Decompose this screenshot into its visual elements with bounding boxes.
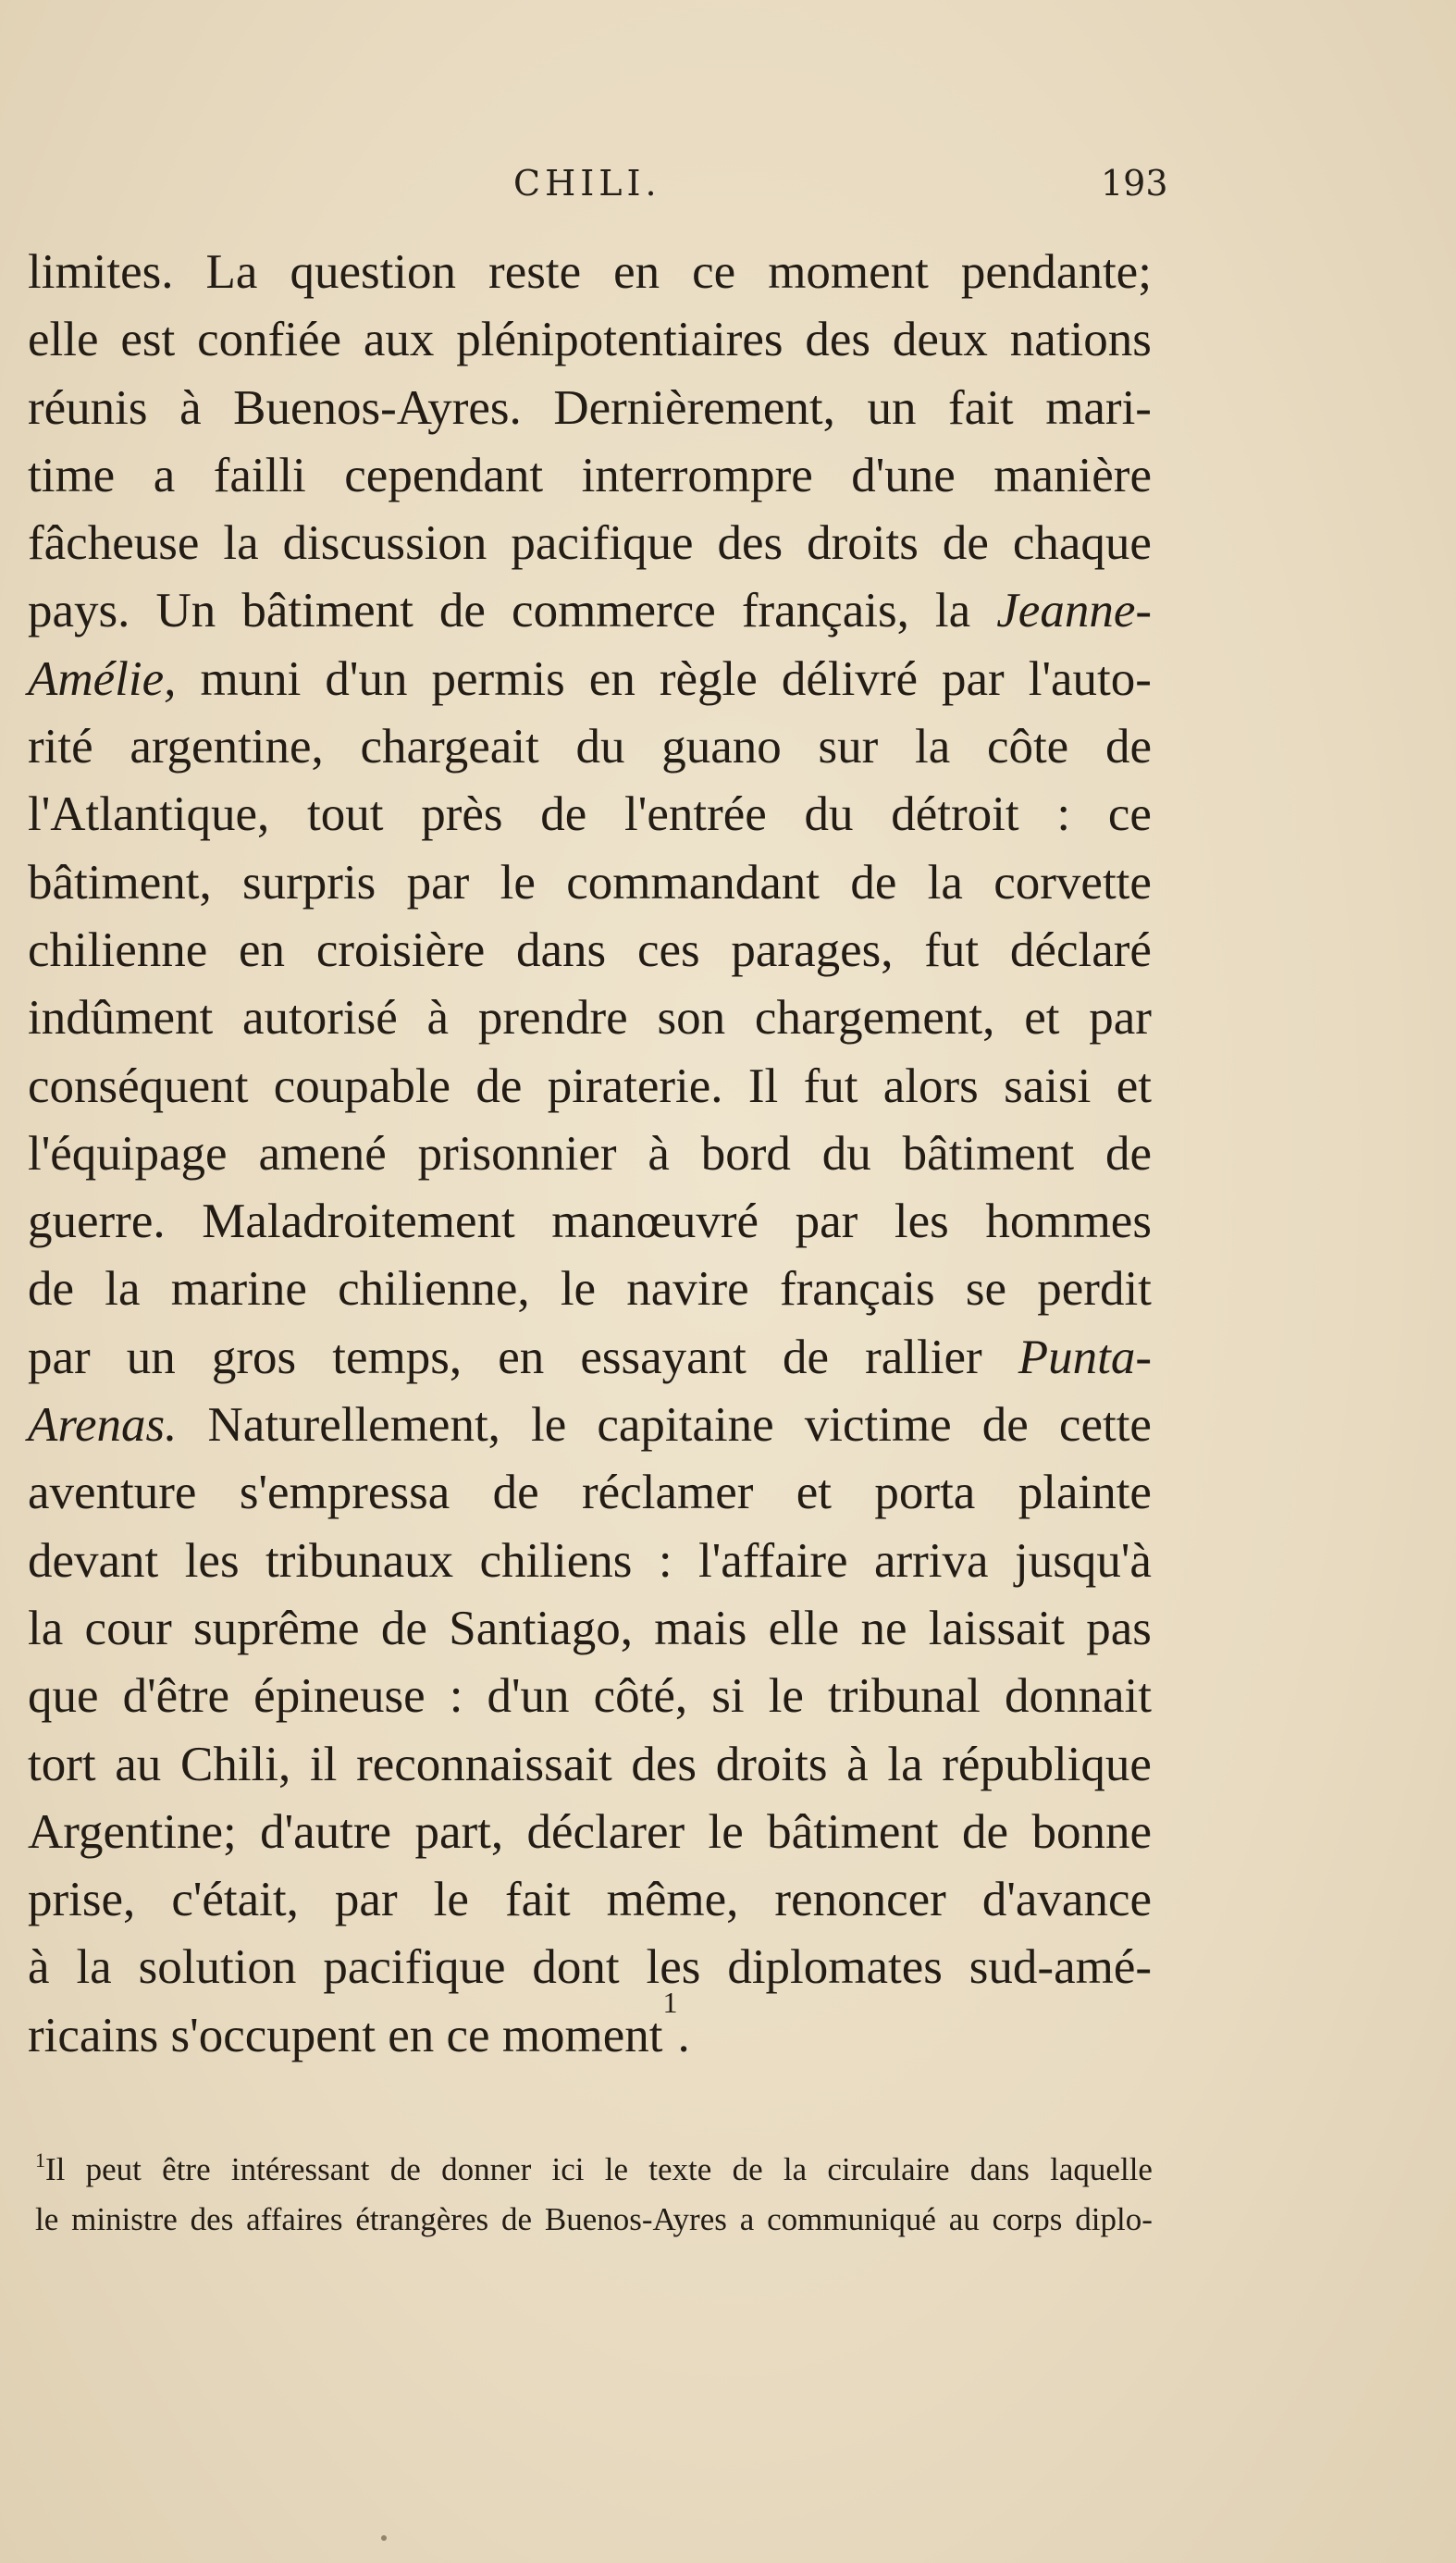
word: manœuvré bbox=[551, 1195, 759, 1249]
word: Naturellement, bbox=[207, 1398, 500, 1453]
word: fut bbox=[924, 922, 980, 977]
text-line bbox=[28, 1121, 1152, 1188]
word: surpris bbox=[242, 855, 376, 910]
text-line bbox=[28, 1934, 1152, 2001]
word: part, bbox=[414, 1804, 504, 1859]
word: fait bbox=[948, 380, 1014, 435]
word: moment bbox=[768, 245, 929, 299]
word: la bbox=[76, 1940, 112, 1995]
word: : bbox=[658, 1533, 672, 1588]
text-line bbox=[28, 1188, 1152, 1256]
word: et bbox=[796, 1466, 833, 1520]
text-line bbox=[28, 1731, 1152, 1799]
text-line bbox=[28, 781, 1152, 848]
word: le bbox=[560, 1262, 597, 1317]
word: rallier bbox=[865, 1330, 982, 1384]
word: des bbox=[190, 2201, 234, 2237]
text-line bbox=[28, 510, 1152, 577]
word: Amélie, bbox=[28, 651, 177, 706]
word: time bbox=[28, 448, 116, 502]
word: gros bbox=[211, 1330, 297, 1384]
word: par bbox=[1089, 991, 1152, 1046]
word: de bbox=[492, 1466, 539, 1520]
word: du bbox=[821, 1126, 871, 1181]
word: à bbox=[648, 1126, 670, 1181]
word: alors bbox=[882, 1059, 979, 1113]
word: son bbox=[657, 991, 726, 1046]
word: déclaré bbox=[1009, 922, 1152, 977]
word: droits bbox=[715, 1737, 828, 1791]
text-line bbox=[28, 1392, 1152, 1459]
word: par bbox=[406, 855, 470, 910]
word: dans bbox=[516, 922, 607, 977]
word: ici bbox=[551, 2151, 585, 2187]
word: bâtiment bbox=[241, 584, 413, 638]
word: marine bbox=[170, 1262, 307, 1317]
word: jusqu'à bbox=[1014, 1533, 1152, 1588]
word: côté, bbox=[593, 1669, 688, 1724]
word: il bbox=[309, 1737, 338, 1791]
word: même, bbox=[606, 1873, 739, 1927]
word: mari- bbox=[1045, 380, 1152, 435]
word: le bbox=[500, 855, 536, 910]
word: guerre. bbox=[28, 1195, 166, 1249]
word: tribunal bbox=[828, 1669, 981, 1724]
word: d'un bbox=[487, 1669, 570, 1724]
word: étrangères bbox=[355, 2201, 489, 2237]
word: devant bbox=[28, 1533, 159, 1588]
word: perdit bbox=[1037, 1262, 1152, 1317]
word: ce bbox=[1107, 787, 1152, 842]
footnote-line bbox=[35, 2195, 1153, 2245]
word: chiliens bbox=[479, 1533, 633, 1588]
word: $^1$Il bbox=[35, 2148, 66, 2187]
word: elle bbox=[768, 1601, 840, 1655]
word: d'être bbox=[122, 1669, 230, 1724]
text-line bbox=[28, 849, 1152, 917]
word: l'affaire bbox=[697, 1533, 848, 1588]
word: bâtiment bbox=[767, 1804, 939, 1859]
footnote-block bbox=[35, 2145, 1153, 2245]
text-line bbox=[28, 1528, 1152, 1595]
word: être bbox=[162, 2151, 211, 2187]
word: donnait bbox=[1004, 1669, 1152, 1724]
word: aux bbox=[363, 313, 435, 367]
word: reconnaissait bbox=[356, 1737, 612, 1791]
word: chilienne, bbox=[338, 1262, 530, 1317]
text-line bbox=[28, 306, 1152, 374]
word: Punta- bbox=[1018, 1330, 1152, 1384]
word: de bbox=[782, 1330, 830, 1384]
word: l'auto- bbox=[1028, 651, 1152, 706]
word: de bbox=[732, 2151, 763, 2187]
word: près bbox=[421, 787, 503, 842]
word: capitaine bbox=[597, 1398, 774, 1453]
text-line bbox=[28, 713, 1152, 781]
word: en bbox=[588, 651, 635, 706]
word: mais bbox=[654, 1601, 747, 1655]
text-line bbox=[28, 375, 1152, 442]
word: bonne bbox=[1031, 1804, 1152, 1859]
footnote-reference: 1 bbox=[662, 1985, 678, 2019]
word: si bbox=[711, 1669, 745, 1724]
text-line-last bbox=[28, 1985, 1152, 2070]
word: au bbox=[115, 1737, 162, 1791]
word: elle bbox=[28, 313, 99, 367]
word: pas bbox=[1086, 1601, 1152, 1655]
word: des bbox=[805, 313, 871, 367]
word: la bbox=[914, 720, 951, 774]
word: autorisé bbox=[241, 991, 398, 1046]
word: solution bbox=[138, 1940, 297, 1995]
word: piraterie. bbox=[547, 1059, 723, 1113]
word: circulaire bbox=[827, 2151, 950, 2187]
word: fâcheuse bbox=[28, 516, 200, 571]
word: pacifique bbox=[323, 1940, 506, 1995]
word: sur bbox=[818, 720, 879, 774]
word: a bbox=[153, 448, 176, 502]
word: laquelle bbox=[1050, 2151, 1153, 2187]
word: cependant bbox=[344, 448, 544, 502]
word: le bbox=[433, 1873, 469, 1927]
word: discussion bbox=[282, 516, 487, 571]
text-line bbox=[28, 1799, 1152, 1866]
word: ministre bbox=[71, 2201, 178, 2237]
word: limites. bbox=[28, 245, 174, 299]
word: question bbox=[290, 245, 457, 299]
word: Buenos-Ayres. bbox=[233, 380, 522, 435]
word: de bbox=[540, 787, 587, 842]
word: de bbox=[981, 1398, 1029, 1453]
word: fut bbox=[803, 1059, 858, 1113]
word: se bbox=[965, 1262, 1007, 1317]
word: république bbox=[942, 1737, 1152, 1791]
word: porta bbox=[874, 1466, 976, 1520]
word: côte bbox=[986, 720, 1069, 774]
word: Jeanne- bbox=[996, 584, 1152, 638]
word: s'empressa bbox=[239, 1466, 450, 1520]
word: à bbox=[28, 1940, 50, 1995]
text-line bbox=[28, 1595, 1152, 1663]
word: La bbox=[205, 245, 258, 299]
word: diplomates bbox=[727, 1940, 943, 1995]
word: interrompre bbox=[581, 448, 813, 502]
word: renoncer bbox=[774, 1873, 946, 1927]
word: détroit bbox=[891, 787, 1019, 842]
word: en bbox=[613, 245, 660, 299]
word: navire bbox=[626, 1262, 749, 1317]
word: sud-amé- bbox=[969, 1940, 1152, 1995]
word: d'un bbox=[325, 651, 408, 706]
body-text bbox=[28, 239, 1152, 2070]
word: de bbox=[962, 1804, 1009, 1859]
word: français bbox=[779, 1262, 935, 1317]
word: à bbox=[846, 1737, 869, 1791]
word: les bbox=[184, 1533, 240, 1588]
word: ne bbox=[860, 1601, 907, 1655]
word: c'était, bbox=[171, 1873, 299, 1927]
text-line-last-content: ricains s'occupent en ce moment bbox=[28, 2008, 663, 2062]
word: de bbox=[28, 1262, 75, 1317]
footnote-line bbox=[35, 2145, 1153, 2195]
word: texte bbox=[648, 2151, 712, 2187]
word: commandant bbox=[566, 855, 820, 910]
word: reste bbox=[488, 245, 582, 299]
word: ce bbox=[692, 245, 736, 299]
word: corps bbox=[992, 2201, 1063, 2237]
word: l'équipage bbox=[28, 1126, 228, 1181]
paper-speck bbox=[381, 2535, 387, 2541]
word: cour bbox=[84, 1601, 172, 1655]
word: délivré bbox=[781, 651, 918, 706]
word: : bbox=[1056, 787, 1071, 842]
word: guano bbox=[661, 720, 782, 774]
word: chilienne bbox=[28, 922, 208, 977]
word: dont bbox=[532, 1940, 620, 1995]
word: à bbox=[426, 991, 450, 1046]
text-line bbox=[28, 442, 1152, 510]
word: ces bbox=[636, 922, 700, 977]
text-line bbox=[28, 1866, 1152, 1934]
text-line bbox=[28, 1324, 1152, 1392]
word: de bbox=[942, 516, 989, 571]
word: diplo- bbox=[1075, 2201, 1153, 2237]
word: les bbox=[646, 1940, 701, 1995]
page-number: 193 bbox=[1101, 163, 1168, 204]
word: de bbox=[500, 2201, 532, 2237]
word: parages, bbox=[731, 922, 894, 977]
word: bâtiment, bbox=[28, 855, 212, 910]
text-line bbox=[28, 577, 1152, 645]
word: le bbox=[708, 1804, 744, 1859]
word: un bbox=[126, 1330, 176, 1384]
word: rité bbox=[28, 720, 93, 774]
word: d'une bbox=[851, 448, 956, 502]
word: plénipotentiaires bbox=[456, 313, 784, 367]
word: croisière bbox=[315, 922, 486, 977]
word: corvette bbox=[993, 855, 1152, 910]
word: la bbox=[783, 2151, 808, 2187]
word: Dernièrement, bbox=[553, 380, 835, 435]
word: saisi bbox=[1004, 1059, 1092, 1113]
word: indûment bbox=[28, 991, 214, 1046]
word: en bbox=[239, 922, 286, 977]
word: Argentine; bbox=[28, 1804, 237, 1859]
word: règle bbox=[659, 651, 758, 706]
word: les bbox=[894, 1195, 949, 1249]
word: fait bbox=[504, 1873, 571, 1927]
text-line bbox=[28, 1256, 1152, 1323]
word: argentine, bbox=[130, 720, 324, 774]
word: des bbox=[631, 1737, 697, 1791]
word: chaque bbox=[1012, 516, 1152, 571]
word: manière bbox=[993, 448, 1152, 502]
word: du bbox=[575, 720, 625, 774]
text-line bbox=[28, 917, 1152, 984]
text-line bbox=[28, 239, 1152, 306]
sentence-end-period: . bbox=[677, 2008, 690, 2062]
word: la bbox=[223, 516, 259, 571]
word: deux bbox=[892, 313, 988, 367]
word: nations bbox=[1009, 313, 1152, 367]
word: des bbox=[717, 516, 784, 571]
word: cette bbox=[1058, 1398, 1152, 1453]
word: laissait bbox=[928, 1601, 1065, 1655]
word: français, bbox=[741, 584, 909, 638]
word: essayant bbox=[580, 1330, 747, 1384]
word: le bbox=[604, 2151, 629, 2187]
word: de bbox=[1104, 1126, 1152, 1181]
word: affaires bbox=[246, 2201, 343, 2237]
word: a bbox=[739, 2201, 755, 2237]
text-line bbox=[28, 984, 1152, 1052]
word: déclarer bbox=[526, 1804, 685, 1859]
word: permis bbox=[431, 651, 565, 706]
word: suprême bbox=[193, 1601, 360, 1655]
word: de bbox=[850, 855, 897, 910]
word: prise, bbox=[28, 1873, 136, 1927]
word: tout bbox=[307, 787, 384, 842]
word: la bbox=[927, 855, 963, 910]
word: de bbox=[438, 584, 486, 638]
word: muni bbox=[200, 651, 302, 706]
word: confiée bbox=[197, 313, 342, 367]
word: Arenas. bbox=[28, 1398, 178, 1453]
word: communiqué bbox=[767, 2201, 936, 2237]
word: par bbox=[795, 1195, 858, 1249]
word: failli bbox=[213, 448, 306, 502]
word: le bbox=[35, 2201, 59, 2237]
word: de bbox=[475, 1059, 523, 1113]
word: Il bbox=[747, 1059, 779, 1113]
word: par bbox=[942, 651, 1005, 706]
word: Un bbox=[155, 584, 216, 638]
word: la bbox=[887, 1737, 923, 1791]
word: l'Atlantique, bbox=[28, 787, 270, 842]
word: l'entrée bbox=[624, 787, 767, 842]
word: réunis bbox=[28, 380, 148, 435]
word: droits bbox=[807, 516, 919, 571]
word: par bbox=[334, 1873, 398, 1927]
word: pays. bbox=[28, 584, 130, 638]
word: le bbox=[531, 1398, 567, 1453]
word: hommes bbox=[985, 1195, 1152, 1249]
word: d'autre bbox=[260, 1804, 392, 1859]
footnote-marker: 1 bbox=[35, 2148, 45, 2172]
text-line bbox=[28, 1663, 1152, 1730]
text-line bbox=[28, 646, 1152, 713]
word: tort bbox=[28, 1737, 96, 1791]
word: Santiago, bbox=[449, 1601, 633, 1655]
word: par bbox=[28, 1330, 91, 1384]
word: et bbox=[1116, 1059, 1152, 1113]
word: un bbox=[867, 380, 917, 435]
word: Maladroitement bbox=[202, 1195, 515, 1249]
word: coupable bbox=[273, 1059, 451, 1113]
page-header bbox=[0, 163, 1456, 218]
word: : bbox=[449, 1669, 463, 1724]
word: chargement, bbox=[754, 991, 995, 1046]
word: de bbox=[389, 2151, 421, 2187]
word: de bbox=[380, 1601, 427, 1655]
word: plainte bbox=[1018, 1466, 1152, 1520]
word: d'avance bbox=[981, 1873, 1152, 1927]
word: la bbox=[105, 1262, 141, 1317]
word: en bbox=[498, 1330, 545, 1384]
word: du bbox=[804, 787, 854, 842]
word: chargeait bbox=[360, 720, 539, 774]
word: à bbox=[179, 380, 202, 435]
word: peut bbox=[85, 2151, 142, 2187]
text-line bbox=[28, 1053, 1152, 1121]
word: que bbox=[28, 1669, 99, 1724]
word: victime bbox=[804, 1398, 952, 1453]
word: donner bbox=[441, 2151, 532, 2187]
word: réclamer bbox=[582, 1466, 754, 1520]
word: le bbox=[768, 1669, 804, 1724]
word: bord bbox=[700, 1126, 791, 1181]
word: est bbox=[120, 313, 176, 367]
word: temps, bbox=[332, 1330, 463, 1384]
word: au bbox=[948, 2201, 980, 2237]
word: arriva bbox=[873, 1533, 989, 1588]
word: Buenos-Ayres bbox=[544, 2201, 727, 2237]
word: Chili, bbox=[179, 1737, 291, 1791]
word: amené bbox=[258, 1126, 387, 1181]
word: intéressant bbox=[230, 2151, 370, 2187]
word: de bbox=[1104, 720, 1152, 774]
word: commerce bbox=[512, 584, 716, 638]
word: dans bbox=[969, 2151, 1030, 2187]
word: prendre bbox=[477, 991, 628, 1046]
word: bâtiment bbox=[902, 1126, 1075, 1181]
word: épineuse bbox=[253, 1669, 426, 1724]
word: pacifique bbox=[511, 516, 694, 571]
word: prisonnier bbox=[417, 1126, 617, 1181]
word: pendante; bbox=[960, 245, 1152, 299]
word: la bbox=[934, 584, 971, 638]
word: tribunaux bbox=[265, 1533, 454, 1588]
word: la bbox=[28, 1601, 64, 1655]
word: aventure bbox=[28, 1466, 197, 1520]
running-title: CHILI. bbox=[513, 163, 661, 204]
word: conséquent bbox=[28, 1059, 249, 1113]
text-line bbox=[28, 1459, 1152, 1527]
word: et bbox=[1024, 991, 1060, 1046]
